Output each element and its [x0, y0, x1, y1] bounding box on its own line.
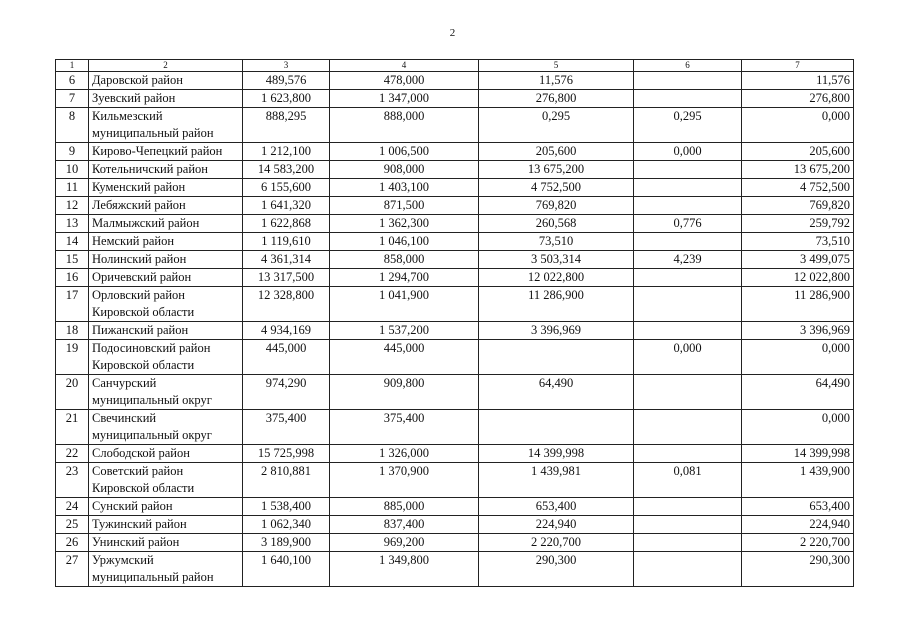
amount-col4-cell: 1 041,900: [330, 287, 479, 322]
amount-col6-cell: 0,000: [634, 340, 742, 375]
amount-col7-cell: 0,000: [742, 410, 854, 445]
total-amount-cell: 1 119,610: [243, 233, 330, 251]
amount-col6-cell: 4,239: [634, 251, 742, 269]
amount-col5-cell: 276,800: [479, 90, 634, 108]
row-number-cell: 12: [56, 197, 89, 215]
amount-col5-cell: 653,400: [479, 498, 634, 516]
row-number-cell: 14: [56, 233, 89, 251]
table-row: [56, 340, 854, 375]
amount-col4-cell: 445,000: [330, 340, 479, 375]
amount-col7-cell: 64,490: [742, 375, 854, 410]
district-name-cell: Свечинский муниципальный округ: [89, 410, 243, 445]
amount-col4-cell: 1 362,300: [330, 215, 479, 233]
row-number-cell: 24: [56, 498, 89, 516]
row-number-cell: 7: [56, 90, 89, 108]
district-name-cell: Сунский район: [89, 498, 243, 516]
total-amount-cell: 1 622,868: [243, 215, 330, 233]
district-name-cell: Немский район: [89, 233, 243, 251]
amount-col5-cell: 260,568: [479, 215, 634, 233]
amount-col7-cell: 259,792: [742, 215, 854, 233]
amount-col5-cell: 73,510: [479, 233, 634, 251]
table-row: [56, 516, 854, 534]
total-amount-cell: 1 538,400: [243, 498, 330, 516]
amount-col7-cell: 224,940: [742, 516, 854, 534]
amount-col6-cell: 0,000: [634, 143, 742, 161]
total-amount-cell: 1 623,800: [243, 90, 330, 108]
total-amount-cell: 445,000: [243, 340, 330, 375]
row-number-cell: 18: [56, 322, 89, 340]
amount-col5-cell: 12 022,800: [479, 269, 634, 287]
total-amount-cell: 6 155,600: [243, 179, 330, 197]
amount-col7-cell: 4 752,500: [742, 179, 854, 197]
table-row: [56, 161, 854, 179]
column-header: 6: [634, 60, 742, 72]
amount-col6-cell: [634, 498, 742, 516]
amount-col5-cell: 14 399,998: [479, 445, 634, 463]
amount-col7-cell: 3 396,969: [742, 322, 854, 340]
district-name-cell: Лебяжский район: [89, 197, 243, 215]
amount-col7-cell: 2 220,700: [742, 534, 854, 552]
amount-col7-cell: 0,000: [742, 340, 854, 375]
row-number-cell: 20: [56, 375, 89, 410]
row-number-cell: 15: [56, 251, 89, 269]
table-row: [56, 463, 854, 498]
amount-col6-cell: 0,776: [634, 215, 742, 233]
district-name-cell: Кирово-Чепецкий район: [89, 143, 243, 161]
total-amount-cell: 1 062,340: [243, 516, 330, 534]
table-row: [56, 534, 854, 552]
amount-col4-cell: 888,000: [330, 108, 479, 143]
amount-col6-cell: [634, 90, 742, 108]
district-name-cell: Нолинский район: [89, 251, 243, 269]
row-number-cell: 17: [56, 287, 89, 322]
table-body: [56, 72, 854, 587]
amount-col5-cell: 2 220,700: [479, 534, 634, 552]
district-name-cell: Унинский район: [89, 534, 243, 552]
amount-col6-cell: [634, 322, 742, 340]
row-number-cell: 9: [56, 143, 89, 161]
amount-col7-cell: 290,300: [742, 552, 854, 587]
amount-col5-cell: 3 396,969: [479, 322, 634, 340]
total-amount-cell: 4 361,314: [243, 251, 330, 269]
amount-col6-cell: 0,295: [634, 108, 742, 143]
row-number-cell: 6: [56, 72, 89, 90]
amount-col7-cell: 769,820: [742, 197, 854, 215]
amount-col5-cell: 64,490: [479, 375, 634, 410]
table-row: [56, 72, 854, 90]
amount-col6-cell: [634, 552, 742, 587]
total-amount-cell: 3 189,900: [243, 534, 330, 552]
row-number-cell: 10: [56, 161, 89, 179]
table-row: [56, 445, 854, 463]
district-name-cell: Пижанский район: [89, 322, 243, 340]
amount-col6-cell: [634, 287, 742, 322]
district-name-cell: Слободской район: [89, 445, 243, 463]
table-row: [56, 233, 854, 251]
total-amount-cell: 15 725,998: [243, 445, 330, 463]
amount-col5-cell: 11,576: [479, 72, 634, 90]
row-number-cell: 22: [56, 445, 89, 463]
table-row: [56, 498, 854, 516]
row-number-cell: 19: [56, 340, 89, 375]
total-amount-cell: 2 810,881: [243, 463, 330, 498]
amount-col7-cell: 653,400: [742, 498, 854, 516]
amount-col4-cell: 1 006,500: [330, 143, 479, 161]
total-amount-cell: 1 212,100: [243, 143, 330, 161]
table-row: [56, 90, 854, 108]
table-row: [56, 251, 854, 269]
amount-col4-cell: 969,200: [330, 534, 479, 552]
amount-col4-cell: 1 294,700: [330, 269, 479, 287]
district-name-cell: Котельничский район: [89, 161, 243, 179]
amount-col4-cell: 909,800: [330, 375, 479, 410]
amount-col5-cell: 290,300: [479, 552, 634, 587]
district-name-cell: Даровской район: [89, 72, 243, 90]
table-row: [56, 322, 854, 340]
table-row: [56, 287, 854, 322]
amount-col5-cell: 1 439,981: [479, 463, 634, 498]
amount-col5-cell: [479, 410, 634, 445]
amount-col6-cell: [634, 375, 742, 410]
total-amount-cell: 489,576: [243, 72, 330, 90]
amount-col5-cell: 11 286,900: [479, 287, 634, 322]
table-row: [56, 552, 854, 587]
amount-col4-cell: 1 349,800: [330, 552, 479, 587]
page-number: 2: [449, 27, 456, 39]
table-row: [56, 143, 854, 161]
total-amount-cell: 12 328,800: [243, 287, 330, 322]
table-row: [56, 108, 854, 143]
district-name-cell: Санчурский муниципальный округ: [89, 375, 243, 410]
amount-col4-cell: 478,000: [330, 72, 479, 90]
amount-col5-cell: 205,600: [479, 143, 634, 161]
amount-col7-cell: 12 022,800: [742, 269, 854, 287]
amount-col4-cell: 1 403,100: [330, 179, 479, 197]
district-name-cell: Подосиновский район Кировской области: [89, 340, 243, 375]
amount-col5-cell: [479, 340, 634, 375]
amount-col6-cell: [634, 161, 742, 179]
total-amount-cell: 1 640,100: [243, 552, 330, 587]
amount-col7-cell: 13 675,200: [742, 161, 854, 179]
amount-col5-cell: 224,940: [479, 516, 634, 534]
total-amount-cell: 1 641,320: [243, 197, 330, 215]
district-name-cell: Оричевский район: [89, 269, 243, 287]
amount-col7-cell: 205,600: [742, 143, 854, 161]
amount-col6-cell: [634, 72, 742, 90]
row-number-cell: 27: [56, 552, 89, 587]
table-row: [56, 179, 854, 197]
amount-col7-cell: 0,000: [742, 108, 854, 143]
district-name-cell: Уржумский муниципальный район: [89, 552, 243, 587]
total-amount-cell: 974,290: [243, 375, 330, 410]
column-header: 5: [479, 60, 634, 72]
row-number-cell: 13: [56, 215, 89, 233]
district-name-cell: Малмыжский район: [89, 215, 243, 233]
amount-col5-cell: 13 675,200: [479, 161, 634, 179]
amount-col6-cell: [634, 197, 742, 215]
district-name-cell: Советский район Кировской области: [89, 463, 243, 498]
amount-col4-cell: 908,000: [330, 161, 479, 179]
table-row: [56, 215, 854, 233]
total-amount-cell: 13 317,500: [243, 269, 330, 287]
amount-col6-cell: [634, 179, 742, 197]
amount-col7-cell: 276,800: [742, 90, 854, 108]
district-name-cell: Тужинский район: [89, 516, 243, 534]
amount-col7-cell: 73,510: [742, 233, 854, 251]
row-number-cell: 25: [56, 516, 89, 534]
amount-col4-cell: 1 370,900: [330, 463, 479, 498]
table-row: [56, 375, 854, 410]
amount-col6-cell: [634, 410, 742, 445]
district-name-cell: Орловский район Кировской области: [89, 287, 243, 322]
district-name-cell: Зуевский район: [89, 90, 243, 108]
amount-col7-cell: 11,576: [742, 72, 854, 90]
column-header: 3: [243, 60, 330, 72]
amount-col5-cell: 769,820: [479, 197, 634, 215]
amount-col4-cell: 871,500: [330, 197, 479, 215]
table-row: [56, 197, 854, 215]
budget-table: [55, 59, 854, 587]
amount-col4-cell: 1 537,200: [330, 322, 479, 340]
amount-col6-cell: [634, 269, 742, 287]
amount-col6-cell: [634, 516, 742, 534]
column-header: 1: [56, 60, 89, 72]
column-header: 2: [89, 60, 243, 72]
row-number-cell: 8: [56, 108, 89, 143]
amount-col5-cell: 3 503,314: [479, 251, 634, 269]
column-header: 4: [330, 60, 479, 72]
amount-col7-cell: 1 439,900: [742, 463, 854, 498]
amount-col4-cell: 1 046,100: [330, 233, 479, 251]
total-amount-cell: 888,295: [243, 108, 330, 143]
amount-col5-cell: 0,295: [479, 108, 634, 143]
amount-col4-cell: 1 326,000: [330, 445, 479, 463]
amount-col4-cell: 837,400: [330, 516, 479, 534]
table-row: [56, 269, 854, 287]
amount-col7-cell: 14 399,998: [742, 445, 854, 463]
amount-col4-cell: 885,000: [330, 498, 479, 516]
amount-col4-cell: 858,000: [330, 251, 479, 269]
amount-col6-cell: [634, 233, 742, 251]
row-number-cell: 23: [56, 463, 89, 498]
row-number-cell: 26: [56, 534, 89, 552]
amount-col6-cell: [634, 445, 742, 463]
amount-col7-cell: 11 286,900: [742, 287, 854, 322]
column-number-row: [56, 60, 854, 72]
total-amount-cell: 4 934,169: [243, 322, 330, 340]
amount-col6-cell: [634, 534, 742, 552]
amount-col4-cell: 375,400: [330, 410, 479, 445]
amount-col6-cell: 0,081: [634, 463, 742, 498]
district-name-cell: Куменский район: [89, 179, 243, 197]
row-number-cell: 21: [56, 410, 89, 445]
total-amount-cell: 375,400: [243, 410, 330, 445]
amount-col4-cell: 1 347,000: [330, 90, 479, 108]
column-header: 7: [742, 60, 854, 72]
row-number-cell: 16: [56, 269, 89, 287]
amount-col7-cell: 3 499,075: [742, 251, 854, 269]
table-row: [56, 410, 854, 445]
amount-col5-cell: 4 752,500: [479, 179, 634, 197]
row-number-cell: 11: [56, 179, 89, 197]
district-name-cell: Кильмезский муниципальный район: [89, 108, 243, 143]
total-amount-cell: 14 583,200: [243, 161, 330, 179]
